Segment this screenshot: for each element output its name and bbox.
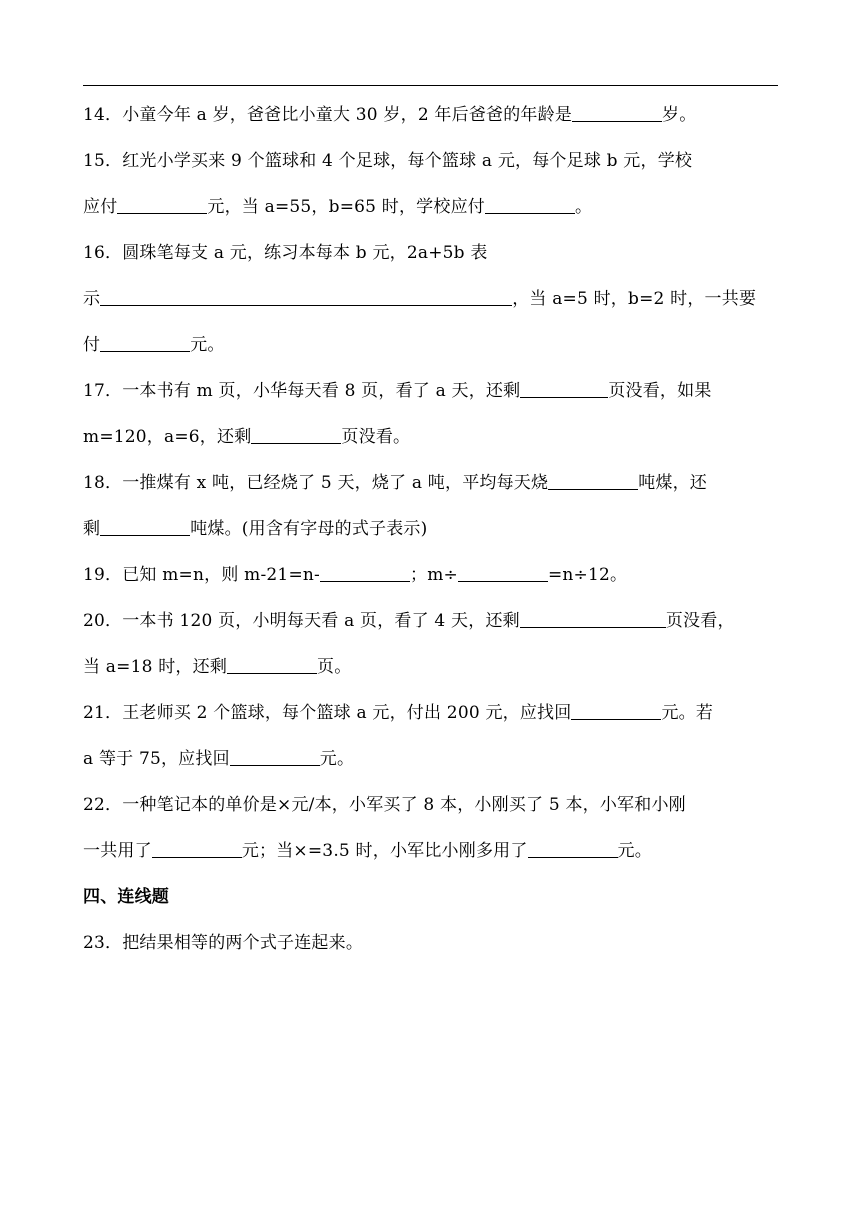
- question-text: 一共用了: [83, 841, 152, 861]
- question-text: 22．一种笔记本的单价是×元/本，小军买了 8 本，小刚买了 5 本，小军和小刚: [83, 795, 686, 815]
- header-rule: [83, 85, 778, 86]
- question-17-line-2: [83, 414, 783, 460]
- question-17-line-1: [83, 368, 783, 414]
- section-heading: 四、连线题: [83, 887, 169, 907]
- question-text: 元，当 a=55，b=65 时，学校应付: [207, 197, 485, 217]
- question-21-line-2: [83, 736, 783, 782]
- question-text: 剩: [83, 519, 101, 539]
- question-text: 14．小童今年 a 岁，爸爸比小童大 30 岁，2 年后爸爸的年龄是: [83, 105, 573, 125]
- question-text: m=120，a=6，还剩: [83, 427, 252, 447]
- question-22-line-2: [83, 828, 783, 874]
- question-text: 吨煤。(用含有字母的式子表示): [190, 519, 428, 539]
- answer-blank[interactable]: [485, 191, 575, 214]
- answer-blank[interactable]: [100, 329, 190, 352]
- answer-blank[interactable]: [227, 651, 317, 674]
- question-21-line-1: [83, 690, 783, 736]
- answer-blank[interactable]: [152, 835, 242, 858]
- question-text: 页没看，: [665, 611, 735, 631]
- question-text: 应付: [83, 197, 118, 217]
- question-15-line-1: [83, 138, 783, 184]
- question-text: 15．红光小学买来 9 个篮球和 4 个足球，每个篮球 a 元，每个足球 b 元，学校: [83, 151, 693, 171]
- question-22-line-1: [83, 782, 783, 828]
- question-text: 23．把结果相等的两个式子连起来。: [83, 933, 364, 953]
- question-text: 元；当×=3.5 时，小军比小刚多用了: [241, 841, 528, 861]
- question-text: 元。若: [661, 703, 714, 723]
- answer-blank[interactable]: [548, 467, 638, 490]
- question-18-line-2: [83, 506, 783, 552]
- question-16-line-3: [83, 322, 783, 368]
- question-text: 19．已知 m=n，则 m-21=n-: [83, 565, 320, 585]
- answer-blank[interactable]: [251, 421, 341, 444]
- question-text: a 等于 75，应找回: [83, 749, 230, 769]
- answer-blank[interactable]: [230, 743, 320, 766]
- question-18-line-1: [83, 460, 783, 506]
- question-text: 页。: [317, 657, 352, 677]
- answer-blank[interactable]: [117, 191, 207, 214]
- question-text: 20．一本书 120 页，小明每天看 a 页，看了 4 天，还剩: [83, 611, 520, 631]
- question-text: 元。: [319, 749, 355, 769]
- question-text: 付: [83, 335, 101, 355]
- answer-blank[interactable]: [520, 375, 608, 398]
- question-text: 示: [83, 289, 101, 309]
- question-23: [83, 920, 783, 966]
- question-text: 元。: [617, 841, 652, 861]
- answer-blank[interactable]: [520, 605, 666, 628]
- question-16-line-1: [83, 230, 783, 276]
- question-text: 页没看，如果: [608, 381, 712, 401]
- question-text: 21．王老师买 2 个篮球，每个篮球 a 元，付出 200 元，应找回: [83, 703, 572, 723]
- question-16-line-2: [83, 276, 783, 322]
- answer-blank[interactable]: [320, 559, 410, 582]
- question-text: 元。: [190, 335, 225, 355]
- answer-blank[interactable]: [528, 835, 618, 858]
- question-text: ，当 a=5 时，b=2 时，一共要: [512, 289, 757, 309]
- question-text: =n÷12。: [547, 565, 628, 585]
- question-text: 17．一本书有 m 页，小华每天看 8 页，看了 a 天，还剩: [83, 381, 521, 401]
- question-20-line-2: [83, 644, 783, 690]
- question-text: 18．一推煤有 x 吨，已经烧了 5 天，烧了 a 吨，平均每天烧: [83, 473, 549, 493]
- question-14: [83, 92, 783, 138]
- answer-blank[interactable]: [100, 283, 512, 306]
- question-text: 当 a=18 时，还剩: [83, 657, 228, 677]
- question-text: 16．圆珠笔每支 a 元，练习本每本 b 元，2a+5b 表: [83, 243, 488, 263]
- answer-blank[interactable]: [571, 697, 661, 720]
- question-15-line-2: [83, 184, 783, 230]
- question-text: 。: [574, 197, 593, 217]
- question-text: 吨煤，还: [638, 473, 708, 493]
- worksheet: [83, 92, 783, 966]
- question-text: 页没看。: [341, 427, 411, 447]
- question-20-line-1: [83, 598, 783, 644]
- question-text: 岁。: [662, 105, 697, 125]
- answer-blank[interactable]: [572, 99, 662, 122]
- question-19: [83, 552, 783, 598]
- question-text: ；m÷: [410, 565, 458, 585]
- answer-blank[interactable]: [458, 559, 548, 582]
- answer-blank[interactable]: [100, 513, 190, 536]
